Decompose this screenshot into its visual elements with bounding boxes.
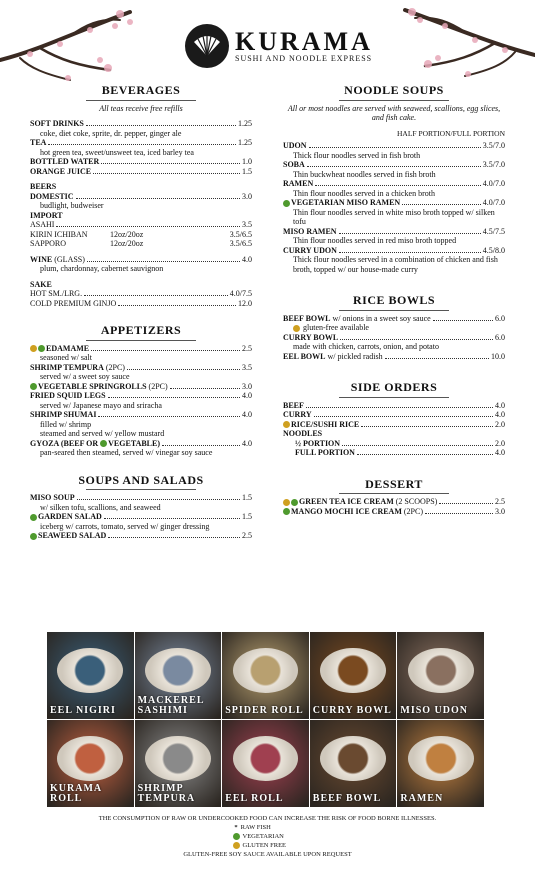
menu-item: GYOZA (BEEF OR VEGETABLE) 4.0 pan-seared then steamed, served w/ vinegar soy sauce	[30, 438, 252, 457]
photo-label: EEL NIGIRI	[50, 705, 116, 716]
footer	[0, 814, 535, 859]
food-photo	[310, 720, 397, 807]
plate-image	[320, 648, 386, 693]
brand-name: KURAMA	[235, 26, 373, 56]
menu-item: SHRIMP TEMPURA (2PC) 3.5 served w/ a sweet soy sauce	[30, 362, 252, 381]
section-note: All teas receive free refills	[99, 103, 183, 113]
menu-item: RAMEN 4.0/7.0 Thin flour noodles served in a chicken broth	[283, 179, 505, 198]
menu-item: WINE (GLASS) 4.0 plum, chardonnay, cabernet sauvignon	[30, 254, 252, 273]
gluten-free-icon	[30, 345, 37, 352]
gluten-free-icon	[283, 421, 290, 428]
plate-image	[57, 736, 123, 781]
menu-item: SOBA 3.5/7.0 Thin buckwheat noodles served in fish broth	[283, 160, 505, 179]
photo-label: SHRIMP TEMPURA	[137, 783, 196, 804]
gluten-free-icon	[283, 499, 290, 506]
food-photo-grid	[47, 632, 484, 807]
subheading: SAKE	[30, 279, 52, 289]
food-photo	[222, 720, 309, 807]
subheading: NOODLES	[283, 429, 323, 438]
vegetarian-icon	[30, 533, 37, 540]
left-column	[30, 83, 252, 541]
plate-image	[233, 648, 299, 693]
photo-label: CURRY BOWL	[312, 705, 392, 716]
appetizers-section	[30, 323, 252, 458]
plate-image	[233, 736, 299, 781]
menu-item: HOT SM./LRG. 4.0/7.5	[30, 289, 252, 298]
section-title: SIDE ORDERS	[350, 380, 438, 394]
plate-image	[408, 648, 474, 693]
side-orders-section	[283, 380, 505, 458]
gluten-free-icon	[233, 842, 240, 849]
menu-item: CURRY 4.0	[283, 410, 505, 419]
section-title: RICE BOWLS	[352, 293, 436, 307]
menu-item: BEEF 4.0	[283, 400, 505, 410]
photo-label: MISO UDON	[400, 705, 469, 716]
legend-gf: GLUTEN FREE	[0, 841, 535, 850]
plate-image	[145, 736, 211, 781]
menu-item: VEGETARIAN MISO RAMEN 4.0/7.0 Thin flour noodles served in white miso broth topped w/ silken tofu	[283, 198, 505, 227]
menu-item: GREEN TEA ICE CREAM (2 SCOOPS) 2.5	[283, 497, 505, 507]
soups-salads-section	[30, 472, 252, 541]
header	[0, 0, 535, 82]
menu-item: KIRIN ICHIBAN 12oz/20oz 3.5/6.5	[30, 229, 252, 239]
legend-raw: * RAW FISH	[234, 824, 271, 831]
plate-image	[145, 648, 211, 693]
menu-item: MISO SOUP 1.5 w/ silken tofu, scallions, and seaweed	[30, 493, 252, 512]
section-title: APPETIZERS	[100, 323, 182, 337]
plate-image	[320, 736, 386, 781]
menu-item: SAPPORO 12oz/20oz 3.5/6.5	[30, 239, 252, 248]
menu-item: FRIED SQUID LEGS 4.0 served w/ Japanese mayo and sriracha	[30, 391, 252, 410]
photo-label: MACKEREL SASHIMI	[137, 695, 204, 716]
menu-item: FULL PORTION 4.0	[295, 448, 505, 457]
menu-item: CURRY BOWL 6.0 made with chicken, carrots, onion, and potato	[283, 332, 505, 351]
menu-item: RICE/SUSHI RICE 2.0	[283, 420, 505, 430]
food-photo	[135, 720, 222, 807]
menu-item: CURRY UDON 4.5/8.0 Thick flour noodles served in a combination of chicken and fish broth, topped w/ our house-made curry	[283, 245, 505, 274]
vegetarian-icon	[30, 383, 37, 390]
menu-item: UDON 3.5/7.0 Thick flour noodles served in fish broth	[283, 141, 505, 160]
menu-item: SEAWEED SALAD 2.5	[30, 531, 252, 541]
section-note: All or most noodles are served with seaweed, scallions, egg slices, and fish cake.	[287, 103, 501, 122]
menu-item: DOMESTIC 3.0 budlight, budweiser	[30, 191, 252, 210]
menu-item: MISO RAMEN 4.5/7.5 Thin flour noodles served in red miso broth topped	[283, 226, 505, 245]
legend-veg: VEGETARIAN	[0, 832, 535, 841]
food-warning: THE CONSUMPTION OF RAW OR UNDERCOOKED FOOD CAN INCREASE THE RISK OF FOOD BORNE ILLNESSES.	[98, 815, 437, 822]
menu-item: MANGO MOCHI ICE CREAM (2PC) 3.0	[283, 507, 505, 517]
noodle-soups-section	[283, 83, 505, 274]
vegetarian-icon	[283, 200, 290, 207]
menu-item: ORANGE JUICE 1.5	[30, 166, 252, 176]
menu-item: COLD PREMIUM GINJO 12.0	[30, 298, 252, 308]
vegetarian-icon	[30, 514, 37, 521]
shell-logo-icon	[185, 24, 229, 68]
brand	[185, 24, 373, 68]
section-title: NOODLE SOUPS	[344, 83, 444, 97]
raw-fish-icon: *	[234, 824, 238, 831]
menu-item: VEGETABLE SPRINGROLLS (2PC) 3.0	[30, 382, 252, 392]
menu-item: TEA 1.25 hot green tea, sweet/unsweet tea, iced barley tea	[30, 138, 252, 157]
section-title: SOUPS AND SALADS	[78, 472, 204, 487]
menu-item: GARDEN SALAD 1.5 iceberg w/ carrots, tomato, served w/ ginger dressing	[30, 512, 252, 531]
photo-label: KURAMA ROLL	[50, 783, 102, 804]
gluten-free-icon	[293, 325, 300, 332]
right-column	[283, 83, 505, 516]
vegetarian-icon	[38, 345, 45, 352]
menu-item: SHRIMP SHUMAI 4.0 filled w/ shrimp steamed and served w/ yellow mustard	[30, 410, 252, 438]
photo-label: EEL ROLL	[225, 793, 284, 804]
menu-item: EDAMAME 2.5 seasoned w/ salt	[30, 344, 252, 363]
portion-header: HALF PORTION/FULL PORTION	[397, 128, 505, 138]
section-title: DESSERT	[365, 476, 423, 491]
menu-item: ½ PORTION 2.0	[295, 438, 505, 448]
menu-item: BOTTLED WATER 1.0	[30, 157, 252, 166]
dessert-section	[283, 476, 505, 517]
food-photo	[310, 632, 397, 719]
brand-tagline: SUSHI AND NOODLE EXPRESS	[235, 53, 373, 63]
food-photo	[47, 720, 134, 807]
food-photo	[222, 632, 309, 719]
beverages-section	[30, 83, 252, 308]
food-photo	[397, 632, 484, 719]
food-photo	[135, 632, 222, 719]
subheading: IMPORT	[30, 210, 63, 220]
photo-label: SPIDER ROLL	[225, 705, 304, 716]
photo-label: RAMEN	[400, 793, 444, 804]
vegetarian-icon	[233, 833, 240, 840]
vegetarian-icon	[283, 508, 290, 515]
vegetarian-icon	[291, 499, 298, 506]
plate-image	[408, 736, 474, 781]
section-title: BEVERAGES	[101, 83, 181, 97]
menu-item: ASAHI 3.5	[30, 220, 252, 229]
menu-item: BEEF BOWL w/ onions in a sweet soy sauce 6.0 gluten-free available	[283, 313, 505, 332]
food-photo	[397, 720, 484, 807]
soy-note: GLUTEN-FREE SOY SAUCE AVAILABLE UPON REQUEST	[183, 851, 352, 858]
menu-item: SOFT DRINKS 1.25 coke, diet coke, sprite, dr. pepper, ginger ale	[30, 119, 252, 138]
menu-item: EEL BOWL w/ pickled radish 10.0	[283, 351, 505, 361]
subheading: BEERS	[30, 182, 57, 191]
food-photo	[47, 632, 134, 719]
rice-bowls-section	[283, 293, 505, 361]
plate-image	[57, 648, 123, 693]
photo-label: BEEF BOWL	[312, 793, 382, 804]
vegetarian-icon	[100, 440, 107, 447]
